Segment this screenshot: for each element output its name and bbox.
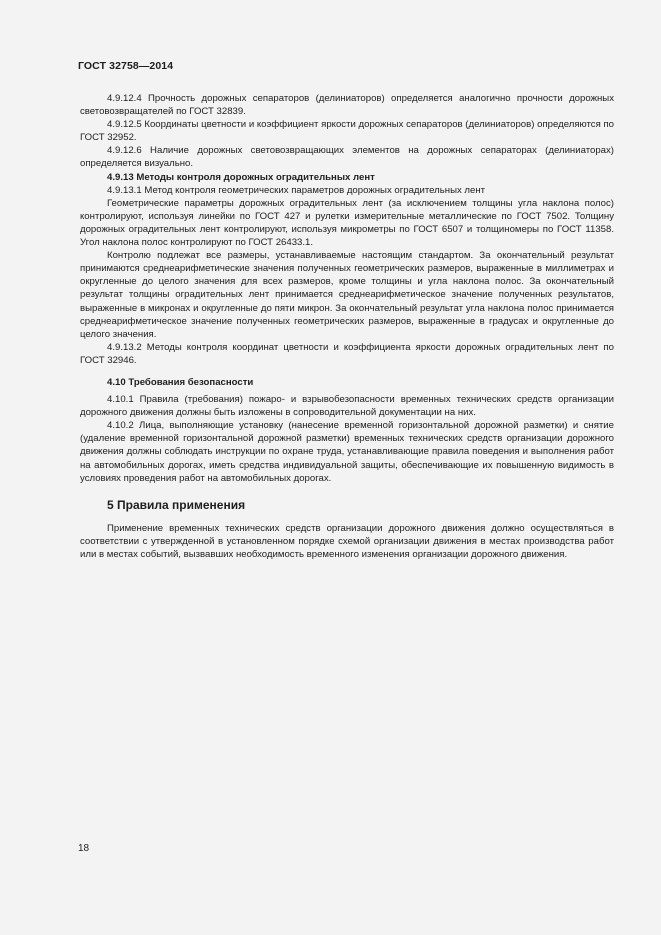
paragraph-4-9-12-5: 4.9.12.5 Координаты цветности и коэффициент яркости дорожных сепараторов (делиниаторов) определяются по ГОСТ 32952. <box>80 119 614 144</box>
paragraph-control-results: Контролю подлежат все размеры, устанавливаемые настоящим стандартом. За окончательный результат принимаются среднеарифметические значения полученных геометрических размеров, выраженные в миллиметрах и округленные до целого значения для всех размеров, кроме толщины и угла наклона полос. За окончательный результат толщины оградительных лент принимается среднеарифметическое значение полученных результатов, выраженные в микронах и округленные до пяти микрон. За окончательный результат угла наклона полос принимается среднеарифметическое значение полученных геометрических размеров, выраженные в градусах и округленные до целого значения. <box>80 250 614 340</box>
paragraph-geometric-parameters: Геометрические параметры дорожных оградительных лент (за исключением толщины угла наклона полос) контролируют, используя линейки по ГОСТ 427 и рулетки измерительные металлические по ГОСТ 7502. Толщину дорожных оградительных лент контролируют, используя микрометры по ГОСТ 6507 и толщиномеры по ГОСТ 11358. Угол наклона полос контролируют по ГОСТ 26433.1. <box>80 197 614 249</box>
document-body <box>80 92 614 561</box>
paragraph-section-5: Применение временных технических средств организации дорожного движения должно осуществляться в соответствии с утвержденной в установленном порядке схемой организации движения в местах производства работ или в местах событий, вызвавших необходимость временного изменения организации дорожного движения. <box>80 522 614 560</box>
paragraph-4-9-12-4: 4.9.12.4 Прочность дорожных сепараторов (делиниаторов) определяется аналогично прочности дорожных световозвращателей по ГОСТ 32839. <box>80 93 614 118</box>
paragraph-4-9-13-2: 4.9.13.2 Методы контроля координат цветности и коэффициента яркости дорожных оградительных лент по ГОСТ 32946. <box>80 341 614 366</box>
page-number: 18 <box>78 843 90 854</box>
heading-4-9-13: 4.9.13 Методы контроля дорожных оградительных лент <box>107 171 375 183</box>
paragraph-4-10-1: 4.10.1 Правила (требования) пожаро- и взрывобезопасности временных технических средств организации дорожного движения должны быть изложены в сопроводительной документации на них. <box>80 394 614 419</box>
paragraph-4-9-12-6: 4.9.12.6 Наличие дорожных световозвращающих элементов на дорожных сепараторах (делиниаторах) определяется визуально. <box>80 145 614 170</box>
paragraph-4-9-13-1: 4.9.13.1 Метод контроля геометрических параметров дорожных оградительных лент <box>107 184 486 196</box>
paragraph-4-10-2: 4.10.2 Лица, выполняющие установку (нанесение временной горизонтальной дорожной разметки) и снятие (удаление временной горизонтальной дорожной разметки) временных технических средств организации дорожного движения должны соблюдать инструкции по охране труда, устанавливающие правила поведения и выполнения работ на автомобильных дорогах, иметь средства индивидуальной защиты, обеспечивающие их повышенную видимость в условиях проведения работ на автомобильных дорогах. <box>80 420 614 484</box>
document-number-header: ГОСТ 32758—2014 <box>78 60 174 72</box>
section-4-10-title: 4.10 Требования безопасности <box>107 376 254 388</box>
section-5-title: 5 Правила применения <box>107 497 246 512</box>
